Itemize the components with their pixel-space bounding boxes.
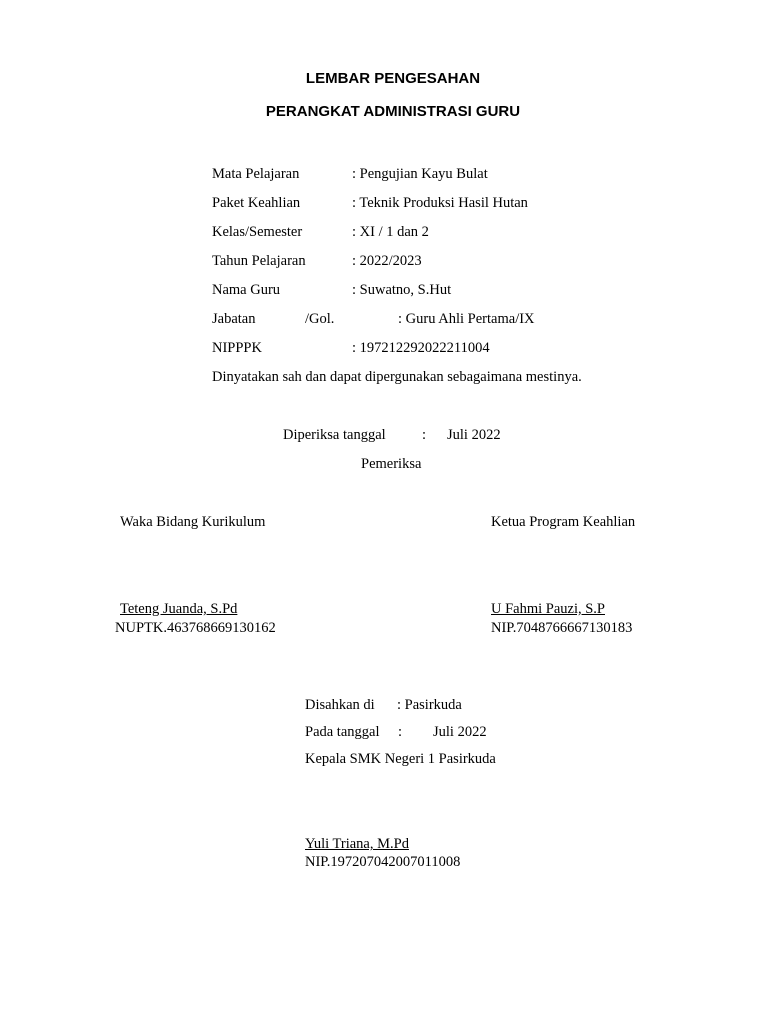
checked-date-label: Diperiksa tanggal (283, 427, 386, 443)
info-value: : Pengujian Kayu Bulat (352, 166, 488, 182)
approval-place-value: : Pasirkuda (397, 697, 462, 713)
approval-date-label: Pada tanggal (305, 724, 380, 740)
jabatan-value: : Guru Ahli Pertama/IX (398, 311, 535, 327)
headmaster-position: Kepala SMK Negeri 1 Pasirkuda (305, 751, 496, 767)
info-value: : 2022/2023 (352, 253, 422, 269)
nipppk-value: : 197212292022211004 (352, 340, 490, 356)
signatory-id: NIP.7048766667130183 (491, 620, 633, 636)
jabatan-label: Jabatan (212, 311, 256, 327)
signatory-name: Teteng Juanda, S.Pd (120, 601, 238, 617)
info-label: Paket Keahlian (212, 195, 301, 211)
signatory-id: NUPTK.463768669130162 (115, 620, 276, 636)
examiner-label: Pemeriksa (361, 456, 422, 472)
approval-date-value: Juli 2022 (433, 724, 487, 740)
signatory-role: Waka Bidang Kurikulum (120, 514, 266, 530)
signatory-role: Ketua Program Keahlian (491, 514, 636, 530)
golongan-label: /Gol. (305, 311, 335, 327)
validity-statement: Dinyatakan sah dan dapat dipergunakan sebagaimana mestinya. (212, 369, 582, 385)
approval-date-colon: : (398, 724, 403, 740)
checked-date-value: Juli 2022 (447, 427, 501, 443)
info-label: Nama Guru (212, 282, 281, 298)
info-label: Mata Pelajaran (212, 166, 300, 182)
info-label: Tahun Pelajaran (212, 253, 306, 269)
info-label: Kelas/Semester (212, 224, 303, 240)
signatory-name: U Fahmi Pauzi, S.P (491, 601, 605, 617)
info-value: : XI / 1 dan 2 (352, 224, 429, 240)
nipppk-label: NIPPPK (212, 340, 262, 356)
headmaster-id: NIP.197207042007011008 (305, 854, 461, 870)
document-title: LEMBAR PENGESAHAN (305, 70, 481, 87)
headmaster-name: Yuli Triana, M.Pd (305, 836, 409, 852)
checked-date-colon: : (422, 427, 427, 443)
approval-place-label: Disahkan di (305, 697, 375, 713)
info-value: : Teknik Produksi Hasil Hutan (352, 195, 528, 211)
info-value: : Suwatno, S.Hut (352, 282, 452, 298)
document-subtitle: PERANGKAT ADMINISTRASI GURU (265, 103, 521, 120)
